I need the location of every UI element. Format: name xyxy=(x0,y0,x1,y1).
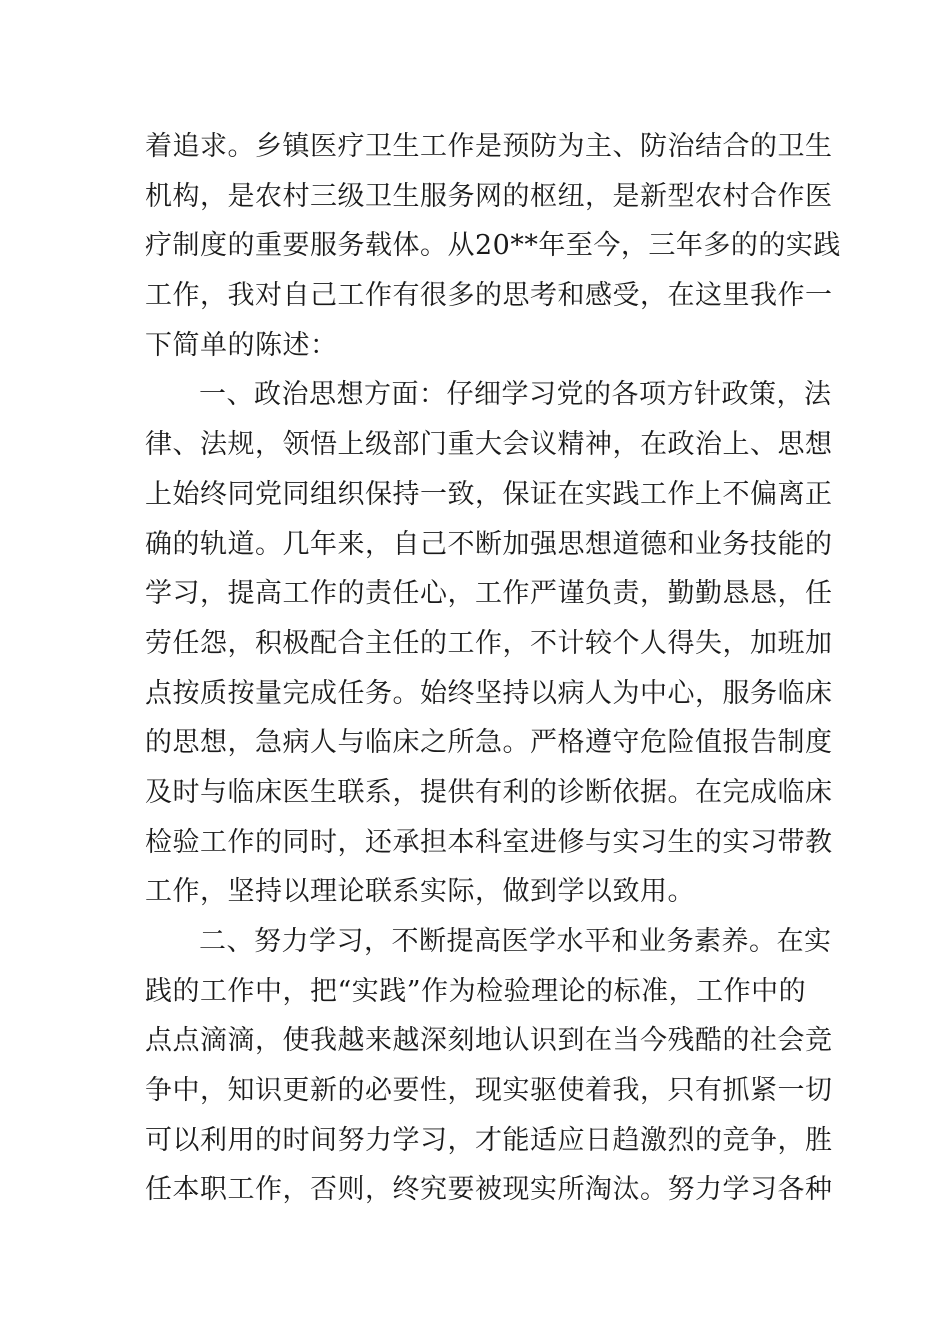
paragraph-start-line: 一、政治思想方面：仔细学习党的各项方针政策，法 xyxy=(199,379,832,411)
text-line: 着追求。乡镇医疗卫生工作是预防为主、防治结合的卫生 xyxy=(145,131,833,162)
text-line: 及时与临床医生联系，提供有利的诊断依据。在完成临床 xyxy=(145,776,833,808)
text-line: 可以利用的时间努力学习，才能适应日趋激烈的竞争，胜 xyxy=(145,1124,833,1156)
text-line: 工作，坚持以理论联系实际，做到学以致用。 xyxy=(145,876,695,908)
text-line: 践的工作中，把“实践”作为检验理论的标准，工作中的 xyxy=(145,975,807,1007)
text-line: 点点滴滴，使我越来越深刻地认识到在当今残酷的社会竞 xyxy=(145,1025,833,1057)
text-line: 的思想，急病人与临床之所急。严格遵守危险值报告制度 xyxy=(145,727,833,759)
text-line: 检验工作的同时，还承担本科室进修与实习生的实习带教 xyxy=(145,826,833,858)
text-line: 下简单的陈述： xyxy=(145,329,338,361)
text-line: 点按质按量完成任务。始终坚持以病人为中心，服务临床 xyxy=(145,677,833,709)
text-line: 疗制度的重要服务载体。从20**年至今，三年多的的实践 xyxy=(145,230,841,262)
text-line: 学习，提高工作的责任心，工作严谨负责，勤勤恳恳，任 xyxy=(145,578,833,610)
paragraph-start-line: 二、努力学习，不断提高医学水平和业务素养。在实 xyxy=(199,926,832,957)
text-line: 任本职工作，否则，终究要被现实所淘汰。努力学习各种 xyxy=(145,1174,833,1206)
text-line: 律、法规，领悟上级部门重大会议精神，在政治上、思想 xyxy=(145,429,833,461)
text-line: 机构，是农村三级卫生服务网的枢纽，是新型农村合作医 xyxy=(145,180,833,212)
text-line: 争中，知识更新的必要性，现实驱使着我，只有抓紧一切 xyxy=(145,1075,833,1107)
text-line: 确的轨道。几年来，自己不断加强思想道德和业务技能的 xyxy=(145,528,833,560)
text-line: 上始终同党同组织保持一致，保证在实践工作上不偏离正 xyxy=(145,478,833,510)
text-line: 工作，我对自己工作有很多的思考和感受，在这里我作一 xyxy=(145,280,833,312)
text-line: 劳任怨，积极配合主任的工作，不计较个人得失，加班加 xyxy=(145,627,833,659)
body-text xyxy=(145,122,841,1215)
